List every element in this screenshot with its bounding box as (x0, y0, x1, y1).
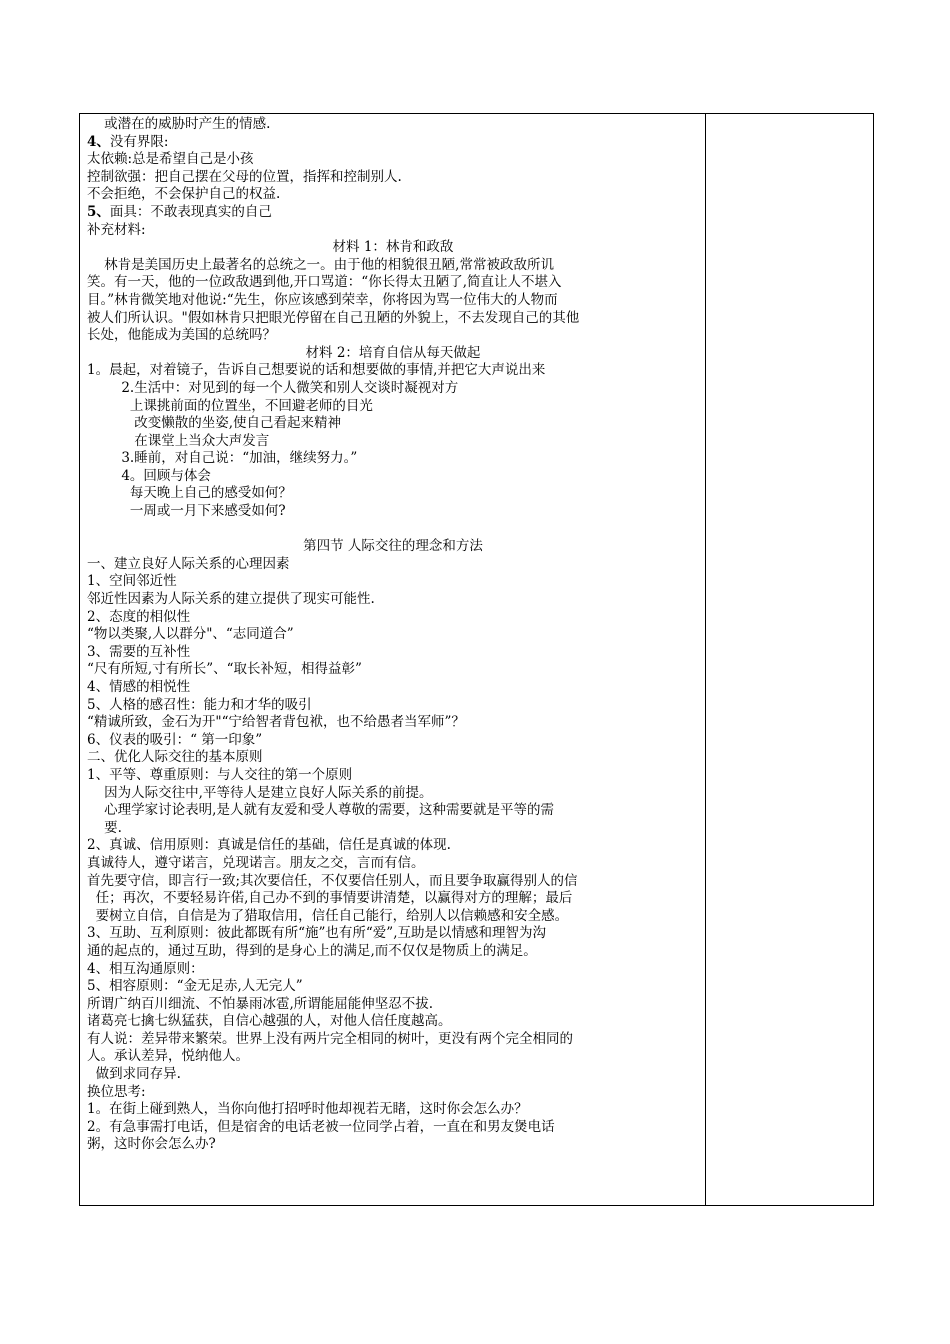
text-line: 上课挑前面的位置坐，不回避老师的目光 (87, 397, 373, 414)
text-line: “尺有所短,寸有所长”、“取长补短，相得益彰” (87, 661, 362, 678)
text-line: 3、需要的互补性 (87, 643, 191, 660)
text-line: 2。有急事需打电话，但是宿舍的电话老被一位同学占着，一直在和男友煲电话 (87, 1118, 555, 1135)
text-line: 要. (87, 819, 122, 836)
text-line: 1。在街上碰到熟人，当你向他打招呼时他却视若无睹，这时你会怎么办？ (87, 1101, 528, 1118)
text-line: 真诚待人，遵守诺言，兑现诺言。朋友之交，言而有信。 (87, 854, 425, 871)
text-line: 在课堂上当众大声发言 (87, 432, 270, 449)
text-line: 所谓广纳百川细流、不怕暴雨冰雹,所谓能屈能伸坚忍不拔. (87, 995, 434, 1012)
text-line: 有人说：差异带来繁荣。世界上没有两片完全相同的树叶，更没有两个完全相同的 (87, 1030, 573, 1047)
text-line: 因为人际交往中,平等待人是建立良好人际关系的前提。 (87, 784, 433, 801)
text-line: 一周或一月下来感受如何? (87, 503, 286, 520)
text-line: 2.生活中：对见到的每一个人微笑和别人交谈时凝视对方 (87, 379, 459, 396)
blank-line (87, 521, 699, 539)
text-line: 4。回顾与体会 (87, 467, 211, 484)
text-line: 粥，这时你会怎么办? (87, 1136, 216, 1153)
text-line: 通的起点的，通过互助，得到的是身心上的满足,而不仅仅是物质上的满足。 (87, 942, 537, 959)
table-column-divider (705, 113, 706, 1206)
text-line: 人。承认差异，悦纳他人。 (87, 1048, 249, 1065)
heading-line: 4、没有界限: (87, 133, 169, 150)
text-line: “物以类聚,人以群分"、“志同道合” (87, 626, 294, 643)
text-line: 改变懒散的坐姿,使自己看起来精神 (87, 415, 342, 432)
text-line: 控制欲强：把自己摆在父母的位置，指挥和控制别人. (87, 168, 402, 185)
text-line: 3、互助、互利原则：彼此都既有所“施”也有所“爱”,互助是以情感和理智为沟 (87, 925, 546, 942)
material-title: 材料 2：培育自信从每天做起 (305, 344, 481, 361)
text-line: 目。”林肯微笑地对他说:“先生，你应该感到荣幸，你将因为骂一位伟大的人物而 (87, 291, 558, 308)
material-title: 材料 1：林肯和政敌 (332, 239, 454, 256)
text-line: 二、优化人际交往的基本原则 (87, 749, 263, 766)
text-line: 2、真诚、信用原则：真诚是信任的基础，信任是真诚的体现. (87, 837, 451, 854)
text-line: 补充材料: (87, 221, 146, 238)
text-line: 4、相互沟通原则： (87, 960, 204, 977)
text-line: 5、人格的感召性：能力和才华的吸引 (87, 696, 312, 713)
text-line: 诸葛亮七擒七纵猛获，自信心越强的人，对他人信任度越高。 (87, 1013, 452, 1030)
text-line: 被人们所认识。"假如林肯只把眼光停留在自己丑陋的外貌上，不去发现自己的其他 (87, 309, 580, 326)
text-line: 心理学家讨论表明,是人就有友爱和受人尊敬的需要，这种需要就是平等的需 (87, 802, 554, 819)
list-number: 5、 (87, 203, 110, 220)
document-body (87, 116, 699, 1154)
text-line: 林肯是美国历史上最著名的总统之一。由于他的相貌很丑陋,常常被政敌所讥 (87, 256, 554, 273)
text-line: 1、平等、尊重原则：与人交往的第一个原则 (87, 766, 353, 783)
text-line: 一、建立良好人际关系的心理因素 (87, 555, 290, 572)
heading-line: 5、面具：不敢表现真实的自己 (87, 203, 272, 220)
list-number: 4、 (87, 133, 110, 150)
text-line: 要树立自信，自信是为了猎取信用，信任自己能行，给别人以信赖感和安全感。 (87, 907, 569, 924)
text-line: 5、相容原则：“金无足赤,人无完人” (87, 978, 303, 995)
text-line: 笑。有一天，他的一位政敌遇到他,开口骂道：“你长得太丑陋了,简直让人不堪入 (87, 274, 562, 291)
text-line: 6、仪表的吸引：“ 第一印象” (87, 731, 263, 748)
text-line: 做到求同存异. (87, 1066, 181, 1083)
text-line: 长处，他能成为美国的总统吗？ (87, 327, 276, 344)
text-line: 任；再次，不要轻易许偌,自己办不到的事情要讲清楚，以赢得对方的理解；最后 (87, 890, 573, 907)
text-line: 3.睡前，对自己说：“加油，继续努力。” (87, 450, 358, 467)
text-line: 首先要守信，即言行一致;其次要信任，不仅要信任别人，而且要争取赢得别人的信 (87, 872, 578, 889)
section-title: 第四节 人际交往的理念和方法 (303, 538, 483, 555)
text-line: 邻近性因素为人际关系的建立提供了现实可能性. (87, 591, 375, 608)
text-line: 太依赖:总是希望自己是小孩 (87, 151, 254, 168)
text-line: 1。晨起，对着镜子，告诉自己想要说的话和想要做的事情,并把它大声说出来 (87, 362, 546, 379)
text-line: 不会拒绝，不会保护自己的权益. (87, 186, 281, 203)
text-line: 换位思考: (87, 1083, 146, 1100)
text-line: 或潜在的威胁时产生的情感. (87, 116, 271, 132)
text-line: 每天晚上自己的感受如何？ (87, 485, 292, 502)
text-line: 1、空间邻近性 (87, 573, 177, 590)
text-line: “精诚所致，金石为开"“宁给智者背包袱，也不给愚者当军师”？ (87, 714, 465, 731)
text-line: 2、态度的相似性 (87, 608, 191, 625)
text-line: 4、情感的相悦性 (87, 679, 191, 695)
